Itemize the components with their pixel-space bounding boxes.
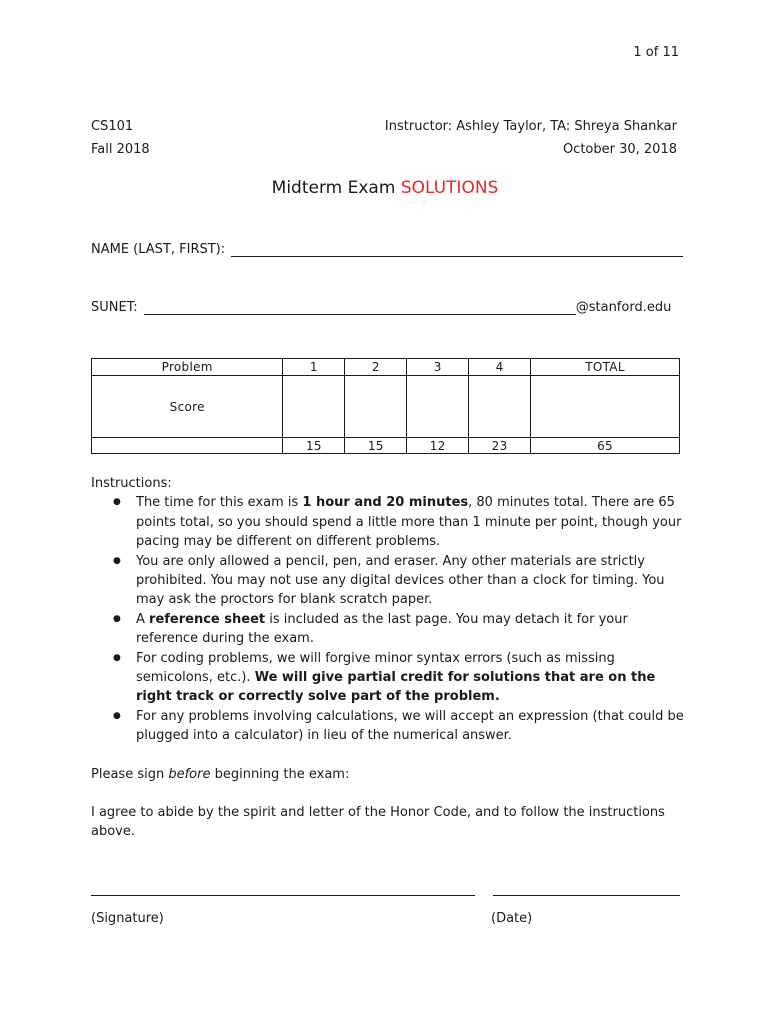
- instruction-text: You are only allowed a pencil, pen, and eraser. Any other materials are strictly prohibited. You may not use any digital devices other than a clock for timing. You may ask the proctors for blank scratch paper.: [136, 553, 665, 608]
- name-blank[interactable]: [231, 244, 683, 257]
- instruction-text: The time for this exam is: [136, 495, 303, 511]
- sign-prompt-text: beginning the exam:: [210, 767, 350, 782]
- score-cell-3[interactable]: [407, 376, 469, 438]
- points-cell-2: 15: [345, 438, 407, 454]
- points-cell-1: 15: [283, 438, 345, 454]
- score-cell-total[interactable]: [531, 376, 680, 438]
- score-table-score-row: [92, 376, 680, 438]
- page-title: [0, 178, 770, 198]
- instructions: [91, 474, 691, 746]
- name-label: NAME (LAST, FIRST):: [91, 242, 230, 257]
- instruction-bold: reference sheet: [149, 611, 266, 627]
- instructions-list: [91, 493, 691, 745]
- header-cell-3: 3: [407, 359, 469, 376]
- instruction-text: is included as the last page. You may detach it for your reference during the exam.: [136, 611, 628, 647]
- name-field: [91, 242, 683, 257]
- sunet-suffix: @stanford.edu: [575, 300, 672, 315]
- date-line[interactable]: [493, 895, 680, 896]
- staff-info: [385, 115, 677, 161]
- title-main: Midterm Exam: [271, 178, 401, 198]
- score-cell-2[interactable]: [345, 376, 407, 438]
- course-term: Fall 2018: [91, 142, 150, 157]
- score-table-points-row: [92, 438, 680, 454]
- date-label: (Date): [491, 911, 533, 926]
- course-info: [91, 115, 150, 161]
- instruction-text: For any problems involving calculations, we will accept an expression (that could be plugged into a calculator) in lieu of the numerical answer.: [136, 708, 684, 744]
- header-cell-total: TOTAL: [531, 359, 680, 376]
- sunet-blank[interactable]: [144, 302, 576, 315]
- header-cell-2: 2: [345, 359, 407, 376]
- score-cell-4[interactable]: [469, 376, 531, 438]
- page-number: 1 of 11: [633, 45, 679, 60]
- exam-date: October 30, 2018: [562, 142, 677, 157]
- score-cell-1[interactable]: [283, 376, 345, 438]
- points-cell-total: 65: [531, 438, 680, 454]
- points-cell-3: 12: [407, 438, 469, 454]
- sign-prompt-emphasis: before: [168, 767, 211, 782]
- instruction-item-reference: [91, 610, 691, 649]
- instruction-bold: We will give partial credit for solutions that are on the right track or correctly solve part of the problem.: [136, 670, 656, 705]
- instruction-bold: 1 hour and 20 minutes: [302, 495, 469, 511]
- instructions-heading: Instructions:: [91, 476, 172, 491]
- score-table: [91, 358, 680, 454]
- score-table-header-row: [92, 359, 680, 376]
- sign-prompt-text: Please sign: [91, 767, 169, 782]
- signature-label: (Signature): [91, 911, 164, 926]
- sunet-field: [91, 300, 671, 315]
- instruction-text: A: [136, 611, 150, 627]
- sign-prompt: [91, 765, 681, 784]
- points-cell-label: [92, 438, 283, 454]
- sunet-label: SUNET:: [91, 300, 142, 315]
- score-label: Score: [92, 376, 283, 438]
- instruction-item-calculations: [91, 707, 691, 746]
- staff-names: Instructor: Ashley Taylor, TA: Shreya Shankar: [384, 119, 677, 134]
- instruction-item-coding: [91, 649, 691, 707]
- header-cell-4: 4: [469, 359, 531, 376]
- title-accent: SOLUTIONS: [400, 178, 499, 198]
- instruction-text: For coding problems, we will forgive minor syntax errors (such as missing semicolons, etc.).: [136, 650, 615, 686]
- instruction-item-time: [91, 493, 691, 551]
- points-cell-4: 23: [469, 438, 531, 454]
- header-cell-1: 1: [283, 359, 345, 376]
- course-code: CS101: [91, 119, 134, 134]
- signature-line[interactable]: [91, 895, 475, 896]
- instruction-text: , 80 minutes total. There are 65 points total, so you should spend a little more than 1 minute per point, though your pacing may be different on different problems.: [136, 495, 682, 550]
- honor-code-statement: I agree to abide by the spirit and letter of the Honor Code, and to follow the instructions above.: [91, 805, 665, 840]
- instruction-item-materials: [91, 552, 691, 610]
- header-cell-problem: Problem: [92, 359, 283, 376]
